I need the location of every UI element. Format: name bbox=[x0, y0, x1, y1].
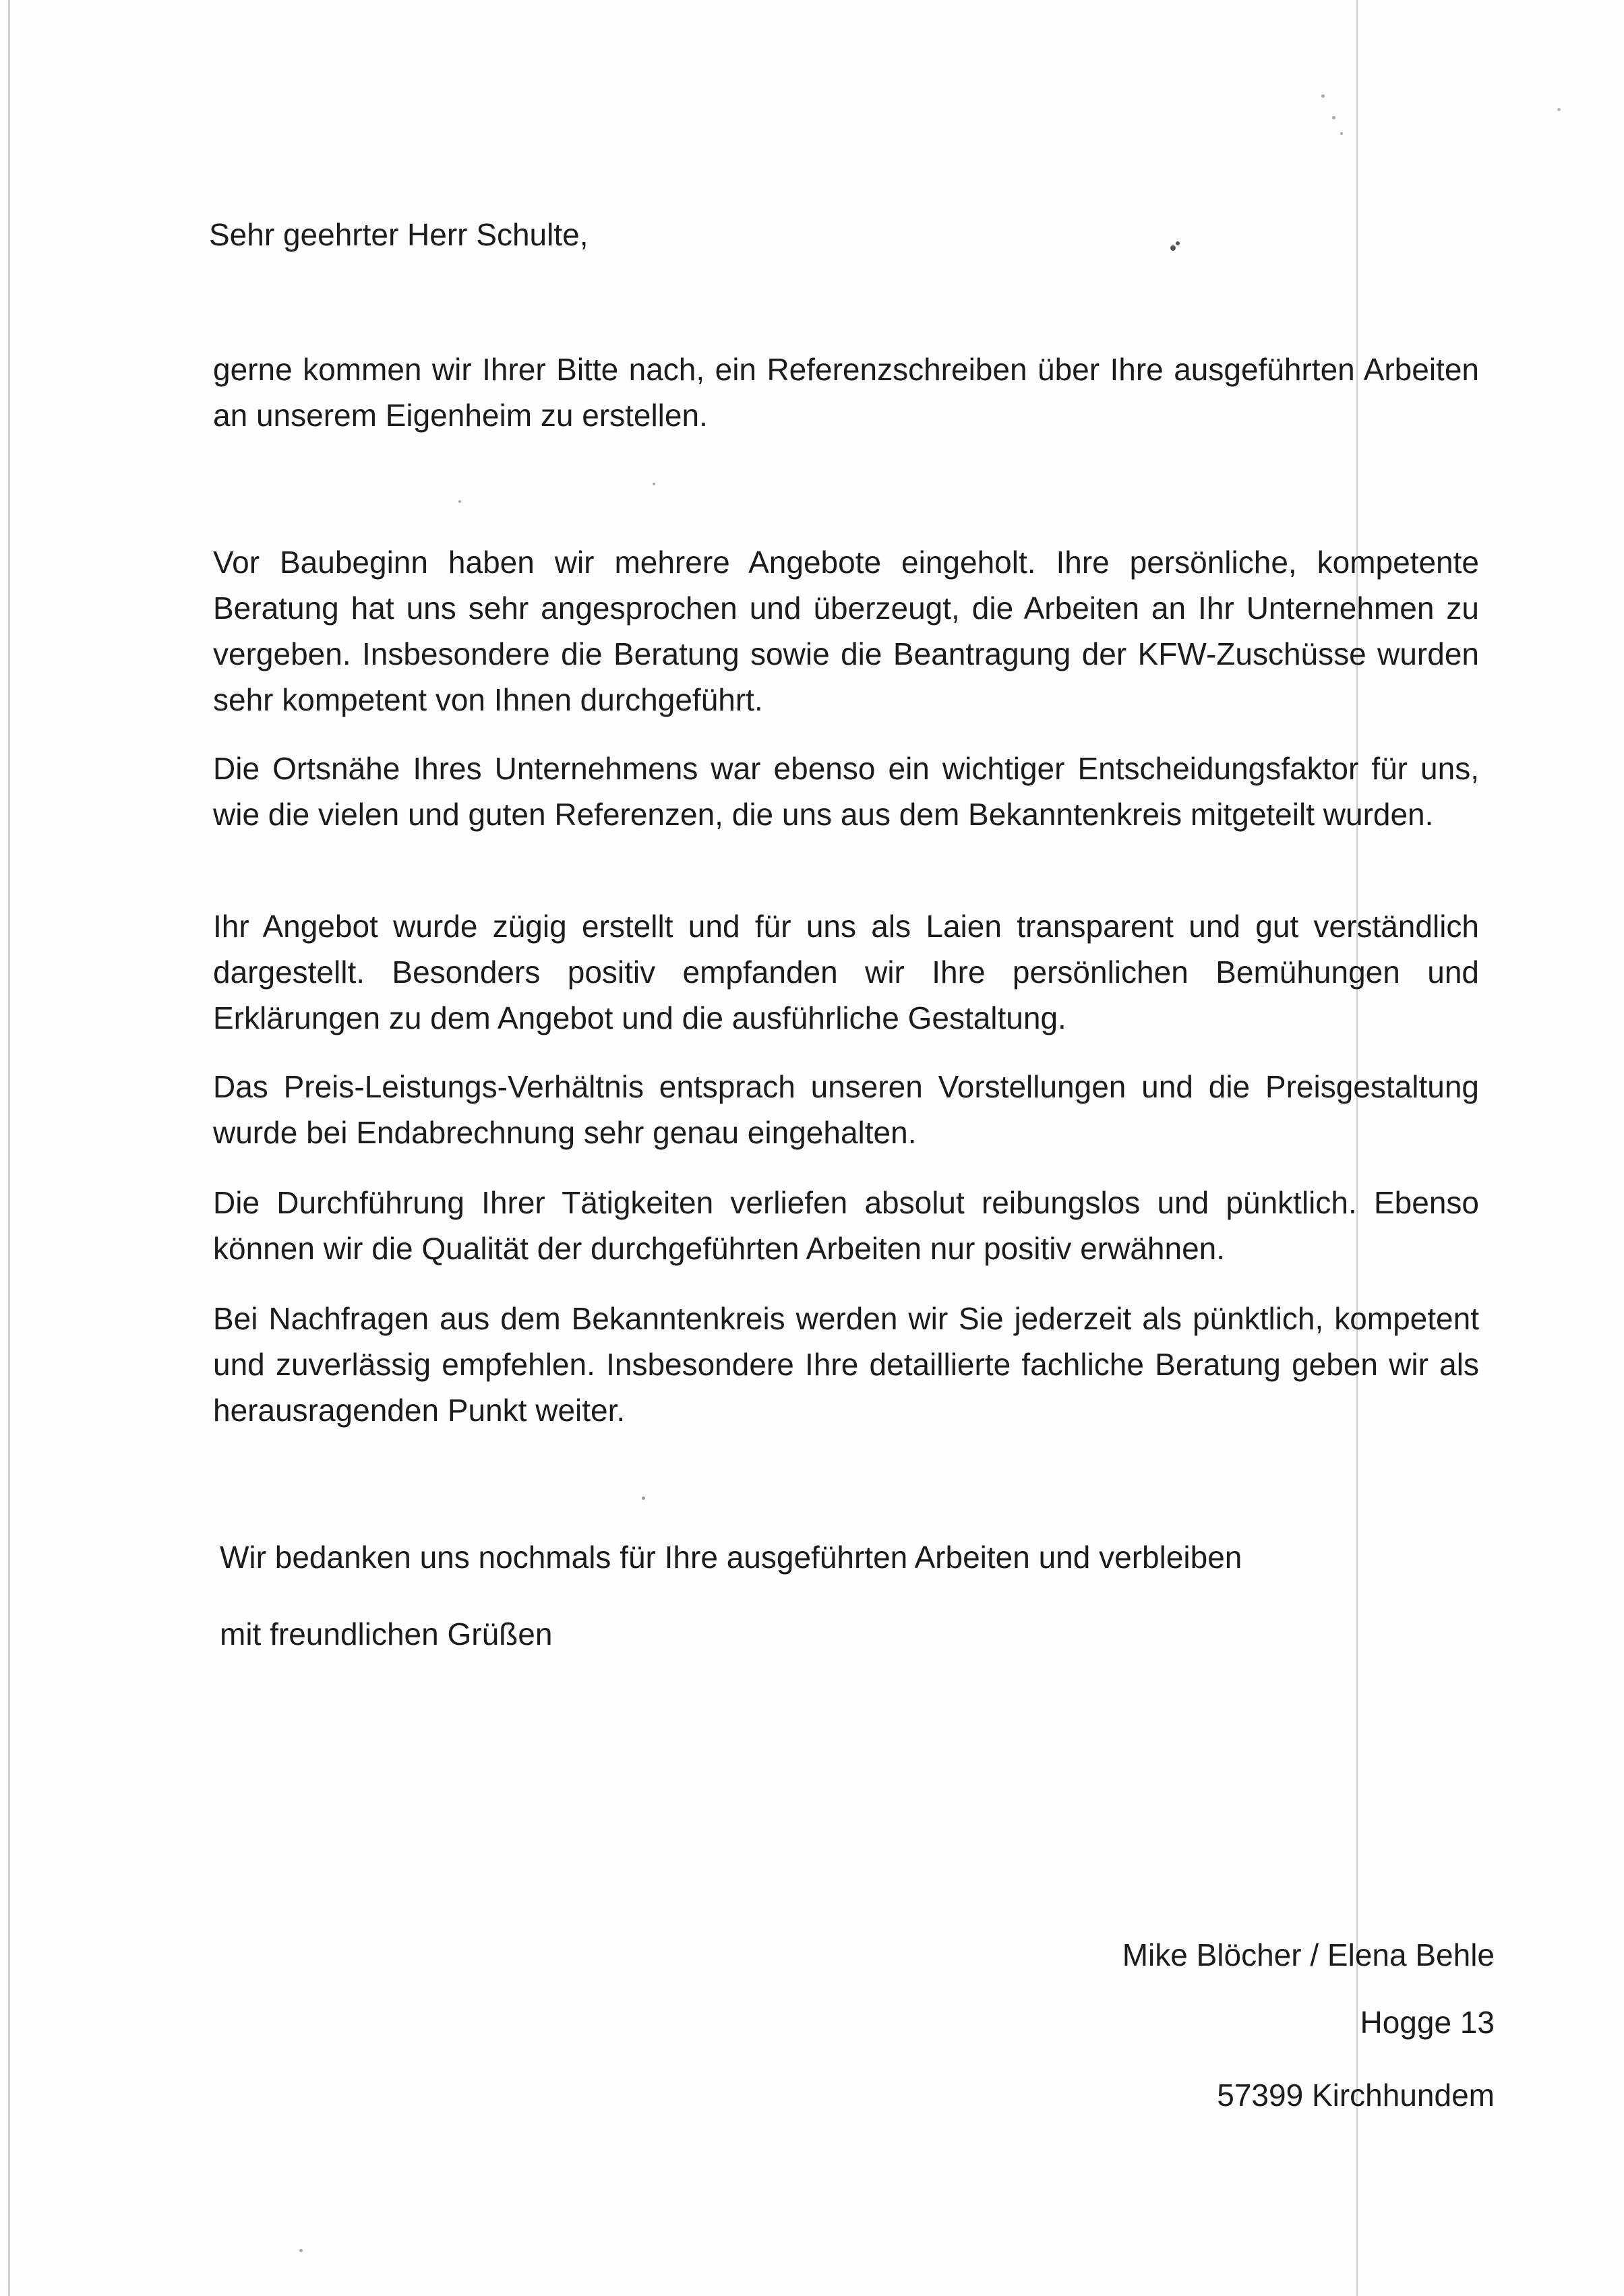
paragraph-intro: gerne kommen wir Ihrer Bitte nach, ein Referenzschreiben über Ihre ausgeführten Arbeiten an unserem Eigenheim zu erstellen. bbox=[213, 352, 1479, 433]
scan-speck bbox=[1170, 245, 1176, 251]
paragraph-recommendation: Bei Nachfragen aus dem Bekanntenkreis werden wir Sie jederzeit als pünktlich, kompetent und zuverlässig empfehlen. Insbesondere Ihre detaillierte fachliche Beratung geben wir als herausragenden Punkt weiter. bbox=[213, 1301, 1479, 1428]
closing-greeting: mit freundlichen Grüßen bbox=[220, 1617, 553, 1652]
scan-speck bbox=[1557, 108, 1561, 111]
scan-speck bbox=[1321, 94, 1325, 98]
scan-speck bbox=[299, 2249, 303, 2252]
scan-speck bbox=[1176, 241, 1180, 245]
salutation: Sehr geehrter Herr Schulte, bbox=[209, 217, 589, 252]
scan-speck bbox=[458, 500, 461, 503]
scan-speck bbox=[642, 1497, 645, 1500]
sender-names: Mike Blöcher / Elena Behle bbox=[1122, 1937, 1495, 1972]
paragraph-consultation: Vor Baubeginn haben wir mehrere Angebote eingeholt. Ihre persönliche, kompetente Beratung hat uns sehr angesprochen und überzeugt, die Arbeiten an Ihr Unternehmen zu vergeben. Insbesondere die Beratung sowie die Beantragung der KFW-Zuschüsse wurden sehr kompetent von Ihnen durchgeführt. bbox=[213, 545, 1479, 717]
paragraph-proximity: Die Ortsnähe Ihres Unternehmens war ebenso ein wichtiger Entscheidungsfaktor für uns, wie die vielen und guten Referenzen, die uns aus dem Bekanntenkreis mitgeteilt wurden. bbox=[213, 751, 1479, 832]
paragraph-price: Das Preis-Leistungs-Verhältnis entsprach unseren Vorstellungen und die Preisgestaltung wurde bei Endabrechnung sehr genau eingehalten. bbox=[213, 1069, 1479, 1150]
scan-speck bbox=[653, 483, 655, 485]
scan-speck bbox=[1340, 132, 1343, 135]
paragraph-execution: Die Durchführung Ihrer Tätigkeiten verliefen absolut reibungslos und pünktlich. Ebenso können wir die Qualität der durchgeführten Arbeiten nur positiv erwähnen. bbox=[213, 1185, 1479, 1266]
scan-speck bbox=[1332, 116, 1335, 119]
sender-city: 57399 Kirchhundem bbox=[1217, 2078, 1495, 2113]
sender-street: Hogge 13 bbox=[1360, 2005, 1495, 2040]
scan-edge bbox=[8, 0, 10, 2296]
paragraph-offer: Ihr Angebot wurde zügig erstellt und für uns als Laien transparent und gut verständlich dargestellt. Besonders positiv empfanden wir Ihre persönlichen Bemühungen und Erklärungen zu dem Angebot und die ausführliche Gestaltung. bbox=[213, 909, 1479, 1035]
closing-line: Wir bedanken uns nochmals für Ihre ausgeführten Arbeiten und verbleiben bbox=[220, 1540, 1242, 1575]
